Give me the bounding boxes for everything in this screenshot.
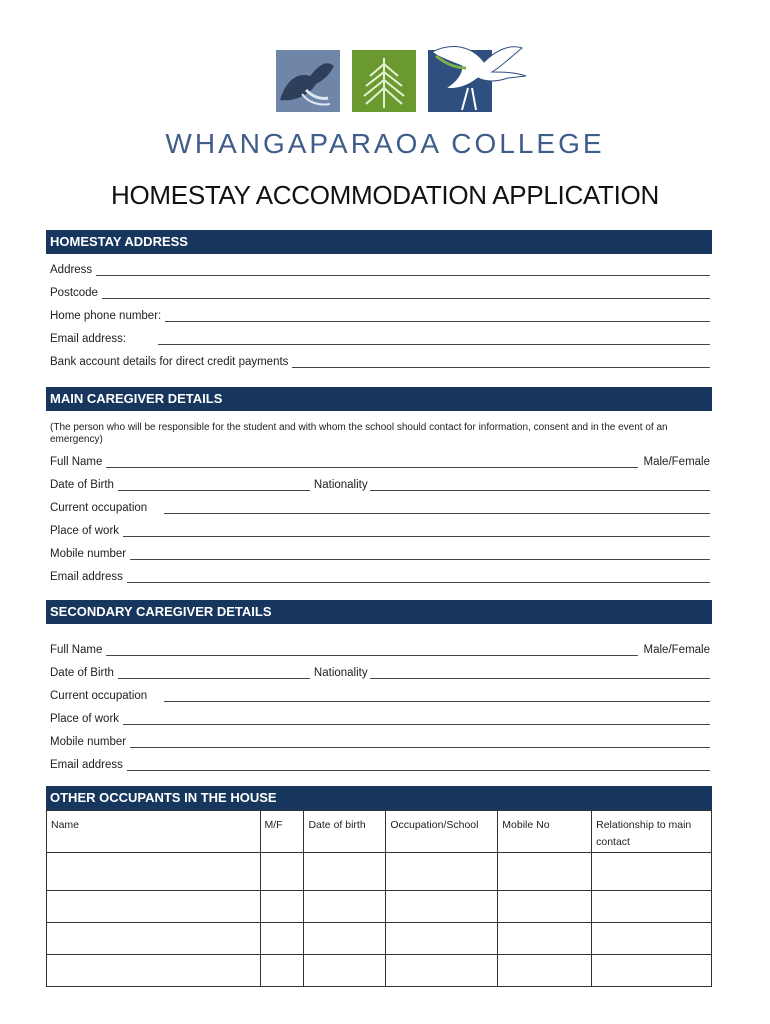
bank-account-input-line[interactable] — [292, 357, 710, 368]
table-cell[interactable] — [386, 891, 498, 923]
column-header: Relationship to main contact — [592, 811, 712, 853]
bird-emblem-icon — [276, 50, 340, 112]
table-cell[interactable] — [498, 923, 592, 955]
table-cell[interactable] — [592, 853, 712, 891]
table-cell[interactable] — [592, 955, 712, 987]
secondary-email-input-line[interactable] — [127, 760, 710, 771]
main-work-field[interactable]: Place of work — [50, 521, 710, 537]
table-row — [47, 891, 712, 923]
school-name: WHANGAPARAOA COLLEGE — [165, 128, 605, 159]
section-other-occupants: OTHER OCCUPANTS IN THE HOUSE — [46, 786, 712, 810]
table-cell[interactable] — [260, 955, 304, 987]
table-row — [47, 923, 712, 955]
column-header: Name — [47, 811, 261, 853]
section-secondary-caregiver: SECONDARY CAREGIVER DETAILS — [46, 600, 712, 624]
table-cell[interactable] — [498, 955, 592, 987]
address-input-line[interactable] — [96, 265, 710, 276]
secondary-gender-label: Male/Female — [643, 644, 710, 656]
homestay-email-field[interactable]: Email address: — [50, 329, 710, 345]
occupants-header-row — [47, 811, 712, 853]
table-cell[interactable] — [260, 923, 304, 955]
address-field[interactable]: Address — [50, 260, 710, 276]
bank-account-field[interactable]: Bank account details for direct credit payments — [50, 352, 710, 368]
table-cell[interactable] — [47, 955, 261, 987]
main-email-input-line[interactable] — [127, 572, 710, 583]
table-cell[interactable] — [304, 923, 386, 955]
column-header: Occupation/School — [386, 811, 498, 853]
heron-emblem-icon — [428, 50, 492, 112]
secondary-dob-input-line[interactable] — [118, 668, 310, 679]
secondary-work-input-line[interactable] — [123, 714, 710, 725]
main-full-name-input-line[interactable] — [106, 457, 637, 468]
section-homestay-address: HOMESTAY ADDRESS — [46, 230, 712, 254]
occupants-table — [46, 810, 712, 987]
main-dob-nationality-field[interactable]: Date of Birth Nationality — [50, 475, 710, 491]
home-phone-input-line[interactable] — [165, 311, 710, 322]
secondary-dob-nationality-field[interactable]: Date of Birth Nationality — [50, 663, 710, 679]
table-cell[interactable] — [386, 955, 498, 987]
secondary-nationality-input-line[interactable] — [370, 668, 710, 679]
column-header: M/F — [260, 811, 304, 853]
secondary-email-field[interactable]: Email address — [50, 755, 710, 771]
table-cell[interactable] — [386, 853, 498, 891]
secondary-occupation-field[interactable]: Current occupation — [50, 686, 710, 702]
column-header: Date of birth — [304, 811, 386, 853]
fern-emblem-icon — [352, 50, 416, 112]
table-cell[interactable] — [592, 923, 712, 955]
main-mobile-field[interactable]: Mobile number — [50, 544, 710, 560]
table-cell[interactable] — [47, 853, 261, 891]
secondary-full-name-input-line[interactable] — [106, 645, 637, 656]
table-cell[interactable] — [47, 923, 261, 955]
table-cell[interactable] — [386, 923, 498, 955]
table-cell[interactable] — [47, 891, 261, 923]
main-nationality-input-line[interactable] — [370, 480, 710, 491]
table-row — [47, 853, 712, 891]
postcode-field[interactable]: Postcode — [50, 283, 710, 299]
main-email-field[interactable]: Email address — [50, 567, 710, 583]
secondary-work-field[interactable]: Place of work — [50, 709, 710, 725]
table-cell[interactable] — [304, 853, 386, 891]
main-occupation-input-line[interactable] — [164, 503, 710, 514]
secondary-occupation-input-line[interactable] — [164, 691, 710, 702]
table-cell[interactable] — [304, 955, 386, 987]
secondary-mobile-field[interactable]: Mobile number — [50, 732, 710, 748]
main-full-name-field[interactable]: Full Name Male/Female — [50, 456, 710, 468]
home-phone-field[interactable]: Home phone number: — [50, 306, 710, 322]
main-work-input-line[interactable] — [123, 526, 710, 537]
table-cell[interactable] — [498, 853, 592, 891]
postcode-input-line[interactable] — [102, 288, 710, 299]
table-row — [47, 955, 712, 987]
table-cell[interactable] — [592, 891, 712, 923]
table-cell[interactable] — [498, 891, 592, 923]
page-title: HOMESTAY ACCOMMODATION APPLICATION — [111, 180, 659, 210]
school-logo — [160, 42, 610, 162]
secondary-mobile-input-line[interactable] — [130, 737, 710, 748]
main-gender-label: Male/Female — [643, 456, 710, 468]
main-caregiver-note: (The person who will be responsible for the student and with whom the school should contact for information, consent and in the event of an emergency) — [50, 422, 668, 445]
section-main-caregiver: MAIN CAREGIVER DETAILS — [46, 387, 712, 411]
main-mobile-input-line[interactable] — [130, 549, 710, 560]
table-cell[interactable] — [260, 891, 304, 923]
main-dob-input-line[interactable] — [118, 480, 310, 491]
homestay-email-input-line[interactable] — [158, 334, 710, 345]
table-cell[interactable] — [260, 853, 304, 891]
main-occupation-field[interactable]: Current occupation — [50, 498, 710, 514]
secondary-full-name-field[interactable]: Full Name Male/Female — [50, 644, 710, 656]
table-cell[interactable] — [304, 891, 386, 923]
column-header: Mobile No — [498, 811, 592, 853]
